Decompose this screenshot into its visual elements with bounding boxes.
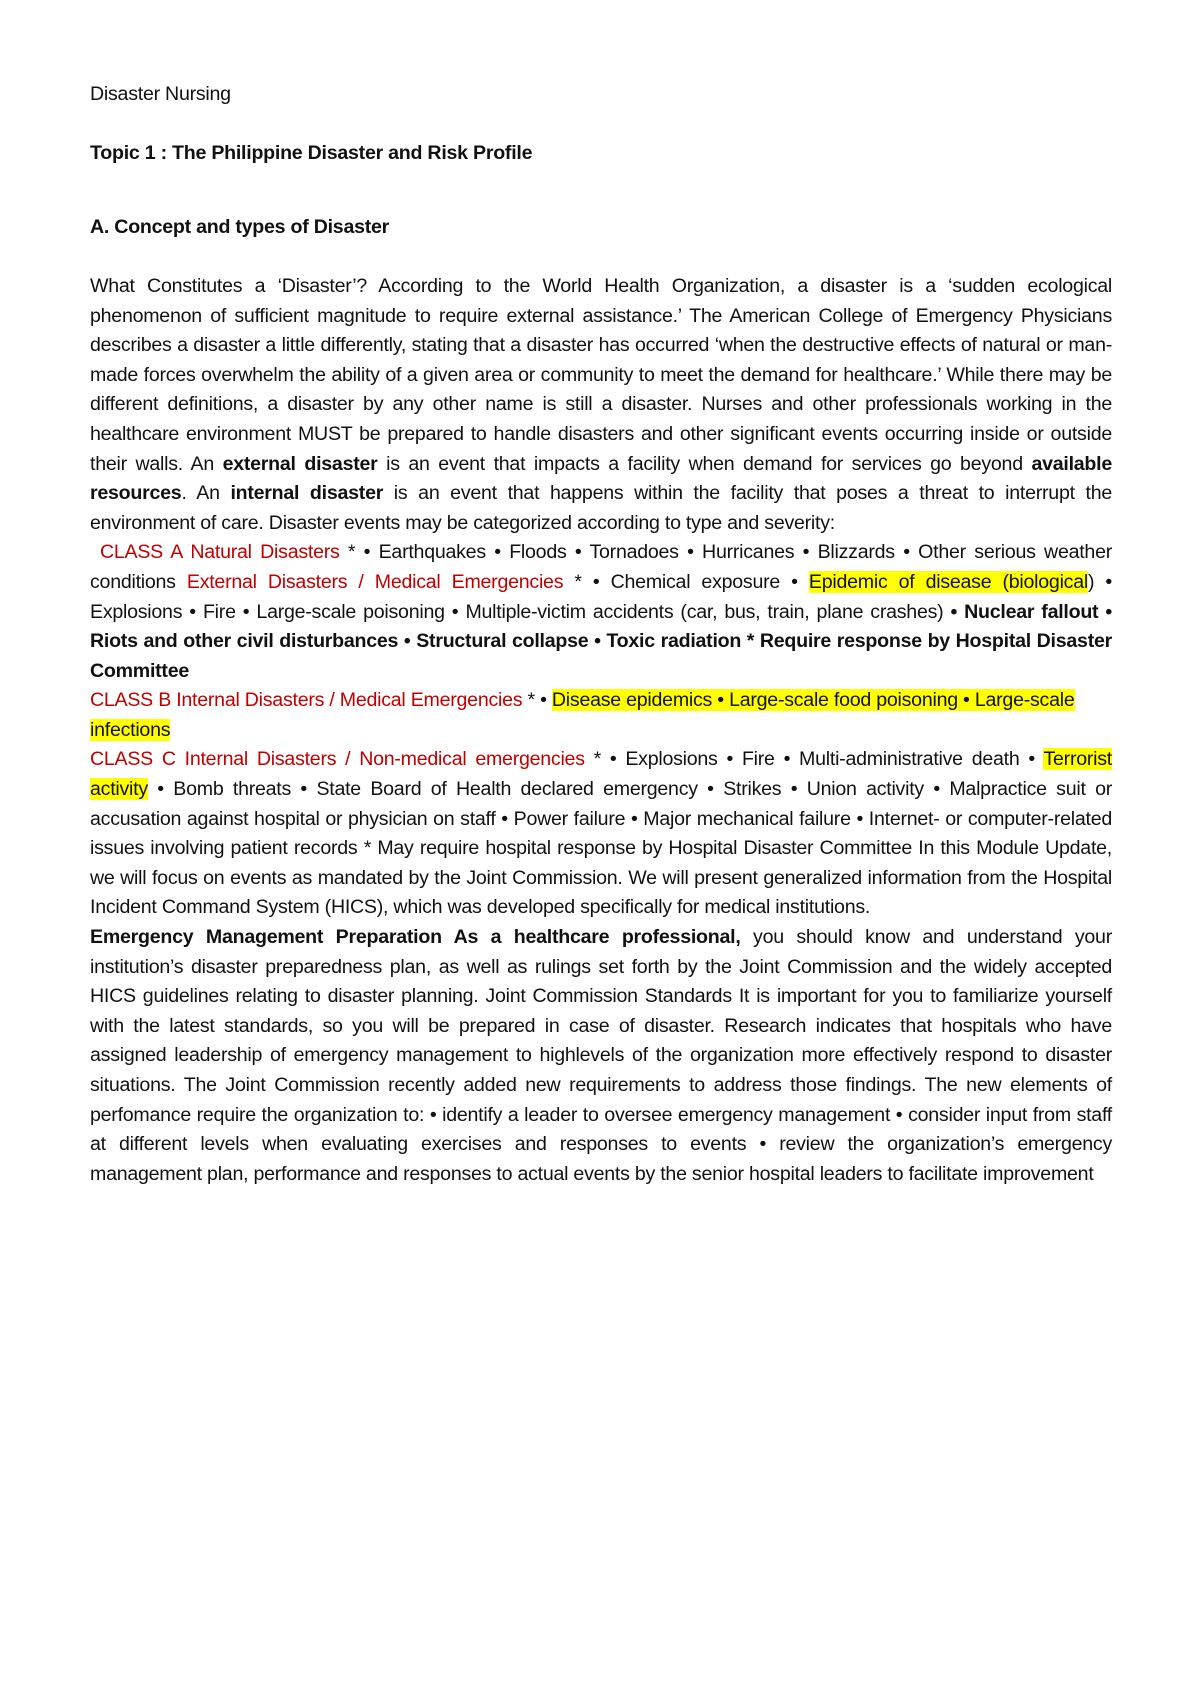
intro-paragraph [90,272,1112,538]
section-heading: A. Concept and types of Disaster [90,215,390,238]
topic-heading: Topic 1 : The Philippine Disaster and Risk Profile [90,142,533,165]
class-a-text: ) • Explosions • Fire • Large-scale poisoning • Multiple-victim accidents (car, bus, train, plane crashes) [90,570,1112,623]
class-b-paragraph [90,686,1112,745]
intro-text: What Constitutes a ‘Disaster’? According to the World Health Organization, a disaster is a ‘sudden ecological phenomenon of sufficient magnitude to require external assistance.’ The American College of Emergency Physicians describes a disaster a little differently, stating that a disaster has occurred ‘when the destructive effects of natural or man-made forces overwhelm the ability of a given area or community to meet the demand for healthcare.’ While there may be different definitions, a disaster by any other name is still a disaster. Nurses and other professionals working in the healthcare environment MUST be prepared to handle disasters and other significant events occurring inside or outside their walls. An [90,274,1112,475]
emergency-management-paragraph [90,923,1112,1189]
class-a-paragraph [90,538,1112,686]
document-body [90,80,1112,1189]
class-c-heading: CLASS C Internal Disasters / Non-medical emergencies [90,748,585,771]
class-b-heading: CLASS B Internal Disasters / Medical Emergencies [90,689,523,712]
term-available-resources: available resources [90,452,1112,505]
intro-text: is an event that happens within the facility that poses a threat to interrupt the environment of care. Disaster events may be categorized according to type and severity: [90,482,1112,534]
class-c-text: • Bomb threats • State Board of Health declared emergency • Strikes • Union activity • Malpractice suit or accusation against hospital or physician on staff • Power failure • Major mechanical failure • Internet- or computer-related issues involving patient records * May require hospital response by Hospital Disaster Committee In this Module Update, we will focus on events as mandated by the Joint Commission. We will present generalized information from the Hospital Incident Command System (HICS), which was developed specifically for medical institutions. [90,778,1112,919]
intro-text: . An [181,482,231,505]
document-title: Disaster Nursing [90,83,231,105]
term-internal-disaster: internal disaster [230,482,384,505]
class-a-heading: CLASS A Natural Disasters [100,541,340,564]
class-a-bold-text: • Nuclear fallout • Riots and other civil disturbances • Structural collapse • Toxic radiation * Require response by Hospital Disaster Committee [90,600,1112,682]
class-a-text: * • Earthquakes • Floods • Tornadoes • Hurricanes • Blizzards • Other serious weather conditions [90,541,1113,593]
class-c-text: * • Explosions • Fire • Multi-administrative death • [584,748,1044,771]
term-external-disaster: external disaster [222,452,378,475]
class-c-paragraph [90,745,1112,923]
class-a-text: * • Chemical exposure • [563,570,809,593]
emergency-management-text: you should know and understand your institution’s disaster preparedness plan, as well as rulings set forth by the Joint Commission and the widely accepted HICS guidelines relating to disaster planning. Joint Commission Standards It is important for you to familiarize yourself with the latest standards, so you will be prepared in case of disaster. Research indicates that hospitals who have assigned leadership of emergency management to highlevels of the organization more effectively respond to disaster situations. The Joint Commission recently added new requirements to address those findings. The new elements of perfomance require the organization to: • identify a leader to oversee emergency management • consider input from staff at different levels when evaluating exercises and responses to events • review the organization’s emergency management plan, performance and responses to actual events by the senior hospital leaders to facilitate improvement [90,926,1112,1185]
external-disasters-heading: External Disasters / Medical Emergencies [186,570,564,593]
class-b-text: * • [522,689,552,712]
intro-text: is an event that impacts a facility when demand for services go beyond [377,452,1032,475]
emergency-management-heading: Emergency Management Preparation As a healthcare professional, [90,926,741,949]
highlight-terrorist-activity: Terrorist activity [90,748,1112,801]
highlight-class-b-items: Disease epidemics • Large-scale food poisoning • Large-scale infections [90,689,1075,741]
highlight-epidemic: Epidemic of disease (biological [808,570,1088,593]
